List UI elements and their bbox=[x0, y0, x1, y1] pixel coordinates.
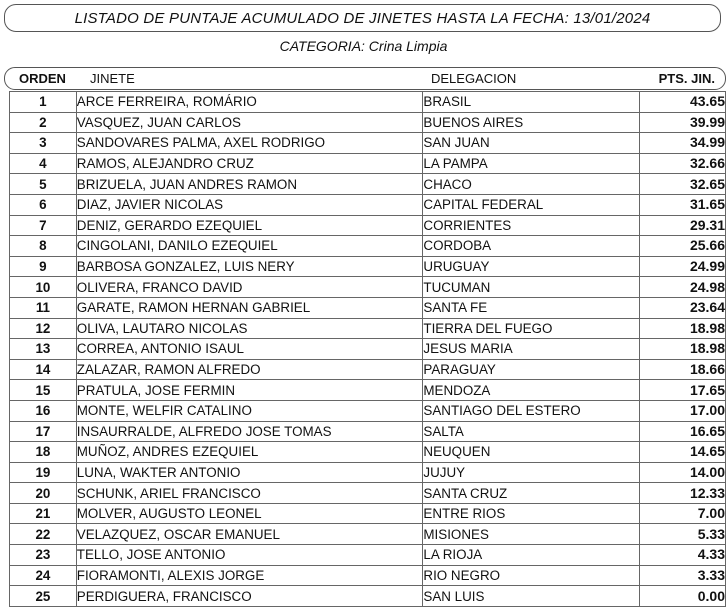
cell-delegacion: NEUQUEN bbox=[423, 442, 640, 463]
table-row bbox=[10, 565, 726, 586]
table-row bbox=[10, 174, 726, 195]
table-row bbox=[10, 380, 726, 401]
cell-pts: 18.98 bbox=[640, 339, 726, 360]
cell-pts: 34.99 bbox=[640, 133, 726, 154]
cell-orden: 21 bbox=[10, 503, 77, 524]
cell-jinete: BRIZUELA, JUAN ANDRES RAMON bbox=[76, 174, 423, 195]
cell-orden: 16 bbox=[10, 400, 77, 421]
cell-orden: 14 bbox=[10, 359, 77, 380]
cell-pts: 31.65 bbox=[640, 194, 726, 215]
table-row bbox=[10, 318, 726, 339]
table-row bbox=[10, 92, 726, 113]
cell-jinete: DENIZ, GERARDO EZEQUIEL bbox=[76, 215, 423, 236]
cell-orden: 18 bbox=[10, 442, 77, 463]
cell-pts: 29.31 bbox=[640, 215, 726, 236]
table-row bbox=[10, 256, 726, 277]
cell-delegacion: MISIONES bbox=[423, 524, 640, 545]
header-jinete: JINETE bbox=[90, 71, 135, 86]
cell-pts: 32.65 bbox=[640, 174, 726, 195]
cell-orden: 3 bbox=[10, 133, 77, 154]
header-pts: PTS. JIN. bbox=[658, 71, 715, 86]
cell-orden: 24 bbox=[10, 565, 77, 586]
cell-jinete: OLIVERA, FRANCO DAVID bbox=[76, 277, 423, 298]
cell-delegacion: LA PAMPA bbox=[423, 153, 640, 174]
cell-orden: 8 bbox=[10, 236, 77, 257]
cell-jinete: OLIVA, LAUTARO NICOLAS bbox=[76, 318, 423, 339]
cell-delegacion: TIERRA DEL FUEGO bbox=[423, 318, 640, 339]
cell-delegacion: BUENOS AIRES bbox=[423, 112, 640, 133]
cell-delegacion: PARAGUAY bbox=[423, 359, 640, 380]
cell-jinete: RAMOS, ALEJANDRO CRUZ bbox=[76, 153, 423, 174]
table-row bbox=[10, 194, 726, 215]
cell-pts: 43.65 bbox=[640, 92, 726, 113]
ranking-table bbox=[9, 91, 726, 607]
cell-jinete: ARCE FERREIRA, ROMÁRIO bbox=[76, 92, 423, 113]
cell-orden: 22 bbox=[10, 524, 77, 545]
cell-jinete: CINGOLANI, DANILO EZEQUIEL bbox=[76, 236, 423, 257]
cell-jinete: VELAZQUEZ, OSCAR EMANUEL bbox=[76, 524, 423, 545]
table-row bbox=[10, 215, 726, 236]
cell-jinete: INSAURRALDE, ALFREDO JOSE TOMAS bbox=[76, 421, 423, 442]
table-row bbox=[10, 462, 726, 483]
cell-orden: 7 bbox=[10, 215, 77, 236]
cell-delegacion: SAN LUIS bbox=[423, 586, 640, 607]
cell-jinete: GARATE, RAMON HERNAN GABRIEL bbox=[76, 297, 423, 318]
cell-delegacion: TUCUMAN bbox=[423, 277, 640, 298]
cell-pts: 12.33 bbox=[640, 483, 726, 504]
cell-delegacion: BRASIL bbox=[423, 92, 640, 113]
cell-orden: 4 bbox=[10, 153, 77, 174]
cell-delegacion: SAN JUAN bbox=[423, 133, 640, 154]
cell-pts: 39.99 bbox=[640, 112, 726, 133]
cell-delegacion: CORRIENTES bbox=[423, 215, 640, 236]
cell-delegacion: SANTIAGO DEL ESTERO bbox=[423, 400, 640, 421]
cell-delegacion: SANTA FE bbox=[423, 297, 640, 318]
cell-orden: 15 bbox=[10, 380, 77, 401]
cell-pts: 0.00 bbox=[640, 586, 726, 607]
cell-delegacion: MENDOZA bbox=[423, 380, 640, 401]
table-row bbox=[10, 586, 726, 607]
cell-jinete: MONTE, WELFIR CATALINO bbox=[76, 400, 423, 421]
cell-pts: 14.00 bbox=[640, 462, 726, 483]
cell-orden: 1 bbox=[10, 92, 77, 113]
cell-pts: 24.99 bbox=[640, 256, 726, 277]
table-row bbox=[10, 297, 726, 318]
document-title: LISTADO DE PUNTAJE ACUMULADO DE JINETES HASTA LA FECHA: 13/01/2024 bbox=[74, 9, 651, 27]
cell-pts: 16.65 bbox=[640, 421, 726, 442]
cell-pts: 5.33 bbox=[640, 524, 726, 545]
cell-delegacion: CORDOBA bbox=[423, 236, 640, 257]
cell-orden: 19 bbox=[10, 462, 77, 483]
cell-orden: 2 bbox=[10, 112, 77, 133]
table-row bbox=[10, 421, 726, 442]
table-row bbox=[10, 503, 726, 524]
cell-jinete: FIORAMONTI, ALEXIS JORGE bbox=[76, 565, 423, 586]
cell-delegacion: LA RIOJA bbox=[423, 545, 640, 566]
cell-pts: 17.00 bbox=[640, 400, 726, 421]
cell-orden: 17 bbox=[10, 421, 77, 442]
table-row bbox=[10, 153, 726, 174]
cell-jinete: SANDOVARES PALMA, AXEL RODRIGO bbox=[76, 133, 423, 154]
cell-delegacion: SANTA CRUZ bbox=[423, 483, 640, 504]
cell-orden: 6 bbox=[10, 194, 77, 215]
cell-pts: 4.33 bbox=[640, 545, 726, 566]
table-row bbox=[10, 236, 726, 257]
table-row bbox=[10, 112, 726, 133]
cell-pts: 32.66 bbox=[640, 153, 726, 174]
cell-delegacion: URUGUAY bbox=[423, 256, 640, 277]
cell-jinete: VASQUEZ, JUAN CARLOS bbox=[76, 112, 423, 133]
cell-pts: 23.64 bbox=[640, 297, 726, 318]
cell-jinete: PERDIGUERA, FRANCISCO bbox=[76, 586, 423, 607]
cell-orden: 10 bbox=[10, 277, 77, 298]
cell-pts: 7.00 bbox=[640, 503, 726, 524]
cell-jinete: SCHUNK, ARIEL FRANCISCO bbox=[76, 483, 423, 504]
table-row bbox=[10, 524, 726, 545]
cell-delegacion: RIO NEGRO bbox=[423, 565, 640, 586]
table-row bbox=[10, 339, 726, 360]
category-subtitle: CATEGORIA: Crina Limpia bbox=[279, 38, 448, 54]
cell-orden: 23 bbox=[10, 545, 77, 566]
table-header bbox=[4, 67, 726, 90]
cell-delegacion: CAPITAL FEDERAL bbox=[423, 194, 640, 215]
cell-orden: 12 bbox=[10, 318, 77, 339]
cell-jinete: DIAZ, JAVIER NICOLAS bbox=[76, 194, 423, 215]
cell-pts: 14.65 bbox=[640, 442, 726, 463]
document-title-box bbox=[4, 4, 721, 32]
cell-delegacion: ENTRE RIOS bbox=[423, 503, 640, 524]
table-row bbox=[10, 277, 726, 298]
cell-jinete: MOLVER, AUGUSTO LEONEL bbox=[76, 503, 423, 524]
cell-jinete: ZALAZAR, RAMON ALFREDO bbox=[76, 359, 423, 380]
table-row bbox=[10, 483, 726, 504]
cell-pts: 3.33 bbox=[640, 565, 726, 586]
cell-delegacion: CHACO bbox=[423, 174, 640, 195]
cell-pts: 24.98 bbox=[640, 277, 726, 298]
cell-jinete: TELLO, JOSE ANTONIO bbox=[76, 545, 423, 566]
cell-orden: 13 bbox=[10, 339, 77, 360]
cell-jinete: PRATULA, JOSE FERMIN bbox=[76, 380, 423, 401]
cell-orden: 5 bbox=[10, 174, 77, 195]
cell-jinete: CORREA, ANTONIO ISAUL bbox=[76, 339, 423, 360]
table-row bbox=[10, 133, 726, 154]
cell-pts: 25.66 bbox=[640, 236, 726, 257]
cell-orden: 9 bbox=[10, 256, 77, 277]
table-row bbox=[10, 442, 726, 463]
cell-pts: 18.66 bbox=[640, 359, 726, 380]
cell-jinete: BARBOSA GONZALEZ, LUIS NERY bbox=[76, 256, 423, 277]
cell-orden: 20 bbox=[10, 483, 77, 504]
table-row bbox=[10, 359, 726, 380]
cell-delegacion: JESUS MARIA bbox=[423, 339, 640, 360]
cell-jinete: MUÑOZ, ANDRES EZEQUIEL bbox=[76, 442, 423, 463]
table-row bbox=[10, 400, 726, 421]
header-orden: ORDEN bbox=[19, 71, 66, 86]
cell-pts: 18.98 bbox=[640, 318, 726, 339]
cell-jinete: LUNA, WAKTER ANTONIO bbox=[76, 462, 423, 483]
cell-delegacion: SALTA bbox=[423, 421, 640, 442]
table-row bbox=[10, 545, 726, 566]
header-delegacion: DELEGACION bbox=[431, 71, 517, 86]
cell-delegacion: JUJUY bbox=[423, 462, 640, 483]
cell-orden: 25 bbox=[10, 586, 77, 607]
cell-pts: 17.65 bbox=[640, 380, 726, 401]
cell-orden: 11 bbox=[10, 297, 77, 318]
